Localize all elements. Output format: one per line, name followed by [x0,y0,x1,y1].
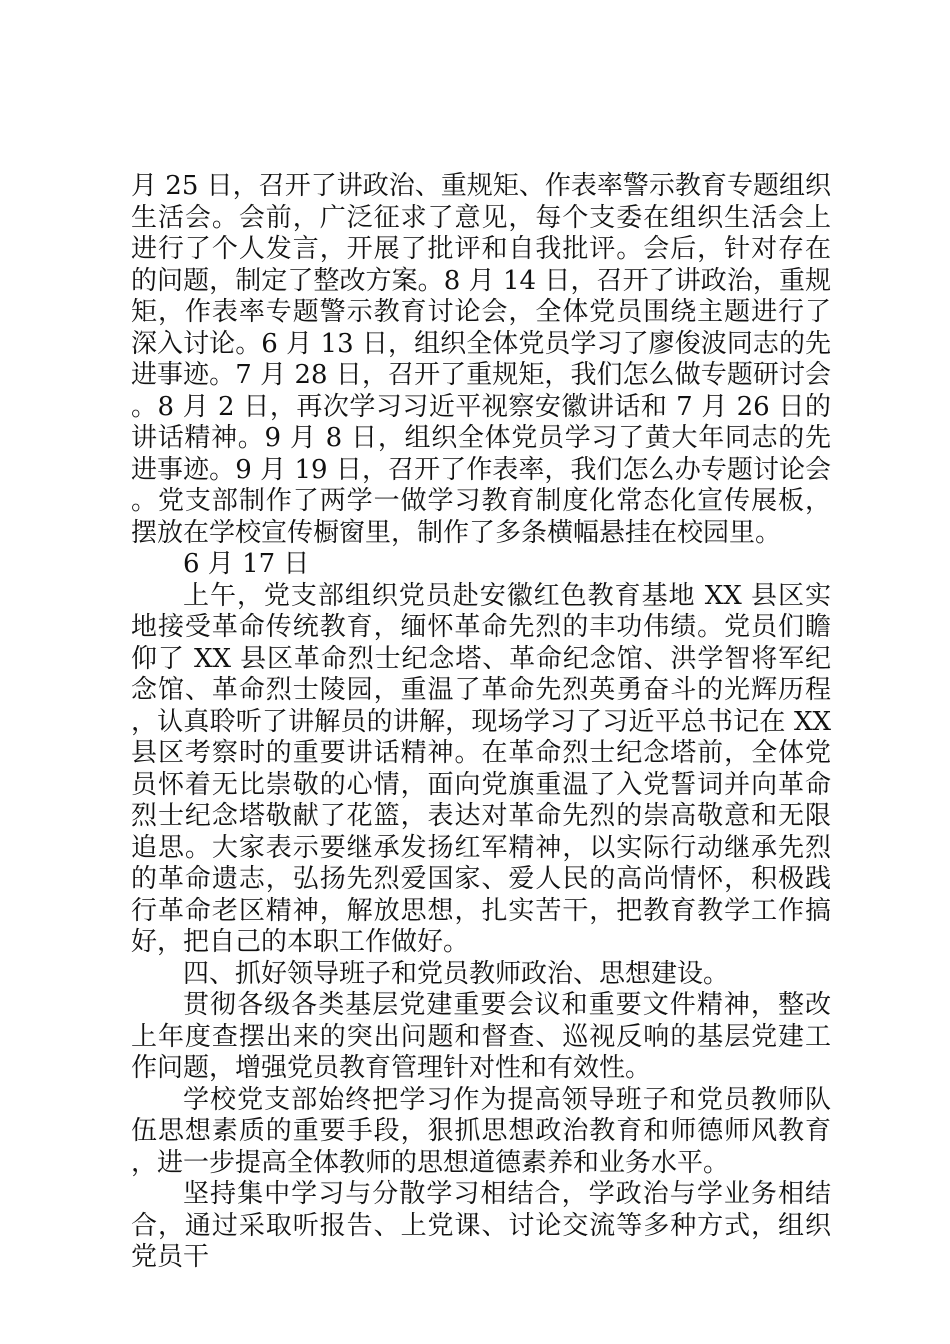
paragraph-combined-study: 坚持集中学习与分散学习相结合，学政治与学业务相结合，通过采取听报告、上党课、讨论交流等多种方式，组织党员干 [131,1179,831,1272]
paragraph-date-heading: 6 月 17 日 [183,549,310,579]
paragraph-study-focus: 学校党支部始终把学习作为提高领导班子和党员教师队伍思想素质的重要手段，狠抓思想政治教育和师德师风教育，进一步提高全体教师的思想道德素养和业务水平。 [131,1084,831,1178]
paragraph-implementation: 贯彻各级各类基层党建重要会议和重要文件精神，整改上年度查摆出来的突出问题和督查、巡视反响的基层党建工作问题，增强党员教育管理针对性和有效性。 [131,990,831,1083]
paragraph-continuation: 月 25 日，召开了讲政治、重规矩、作表率警示教育专题组织生活会。会前，广泛征求了意见，每个支委在组织生活会上进行了个人发言，开展了批评和自我批评。会后，针对存在的问题，制定了整改方案。8 月 14 日，召开了讲政治，重规矩，作表率专题警示教育讨论会，全体党员围绕主题进行了深入讨论。6 月 13 日，组织全体党员学习了廖俊波同志的先进事迹。7 月 28 日，召开了重规矩，我们怎么做专题研讨会。8 月 2 日，再次学习习近平视察安徽讲话和 7 月 26 日的讲话精神。9 月 8 日，组织全体党员学习了黄大年同志的先进事迹。9 月 19 日，召开了作表率，我们怎么办专题讨论会。党支部制作了两学一做学习教育制度化常态化宣传展板，摆放在学校宣传橱窗里，制作了多条横幅悬挂在校园里。 [131,171,831,548]
paragraph-red-education: 上午，党支部组织党员赴安徽红色教育基地 XX 县区实地接受革命传统教育，缅怀革命先烈的丰功伟绩。党员们瞻仰了 XX 县区革命烈士纪念塔、革命纪念馆、洪学智将军纪念馆、革命烈士陵园，重温了革命先烈英勇奋斗的光辉历程，认真聆听了讲解员的讲解，现场学习了习近平总书记在 XX 县区考察时的重要讲话精神。在革命烈士纪念塔前，全体党员怀着无比崇敬的心情，面向党旗重温了入党誓词并向革命烈士纪念塔敬献了花篮，表达对革命先烈的崇高敬意和无限追思。大家表示要继承发扬红军精神，以实际行动继承先烈的革命遗志，弘扬先烈爱国家、爱人民的高尚情怀，积极践行革命老区精神，解放思想，扎实苦干，把教育教学工作搞好，把自己的本职工作做好。 [131,580,831,957]
document-body [131,171,831,1274]
section-heading-four: 四、抓好领导班子和党员教师政治、思想建设。 [183,958,730,989]
